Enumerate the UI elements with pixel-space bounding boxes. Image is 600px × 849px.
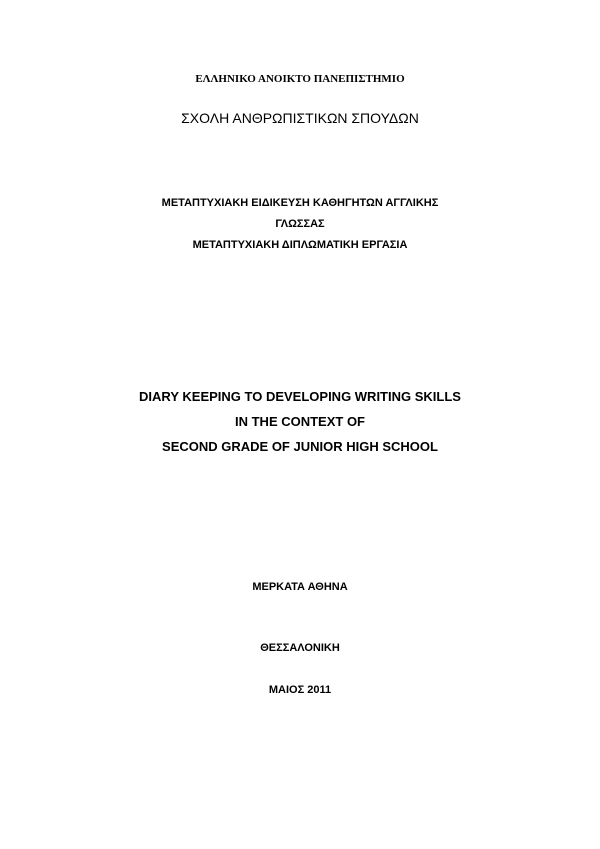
submission-date: ΜΑΙΟΣ 2011 (268, 684, 332, 696)
thesis-title-line-1: DIARY KEEPING TO DEVELOPING WRITING SKILLS (139, 389, 461, 404)
author-name: ΜΕΡΚΑΤΑ ΑΘΗΝΑ (252, 581, 348, 593)
program-line-2: ΓΛΩΣΣΑΣ (275, 218, 325, 230)
thesis-title-line-2: IN THE CONTEXT OF (235, 414, 365, 429)
thesis-title-line-3: SECOND GRADE OF JUNIOR HIGH SCHOOL (162, 439, 438, 454)
university-name: ΕΛΛΗΝΙΚΟ ΑΝΟΙΚΤΟ ΠΑΝΕΠΙΣΤΗΜΙΟ (195, 73, 405, 85)
thesis-type: ΜΕΤΑΠΤΥΧΙΑΚΗ ΔΙΠΛΩΜΑΤΙΚΗ ΕΡΓΑΣΙΑ (192, 239, 408, 251)
city-name: ΘΕΣΣΑΛΟΝΙΚΗ (260, 642, 340, 654)
school-name: ΣΧΟΛΗ ΑΝΘΡΩΠΙΣΤΙΚΩΝ ΣΠΟΥΔΩΝ (181, 110, 419, 126)
program-line-1: ΜΕΤΑΠΤΥΧΙΑΚΗ ΕΙΔΙΚΕΥΣΗ ΚΑΘΗΓΗΤΩΝ ΑΓΓΛΙΚΗΣ (161, 197, 439, 209)
